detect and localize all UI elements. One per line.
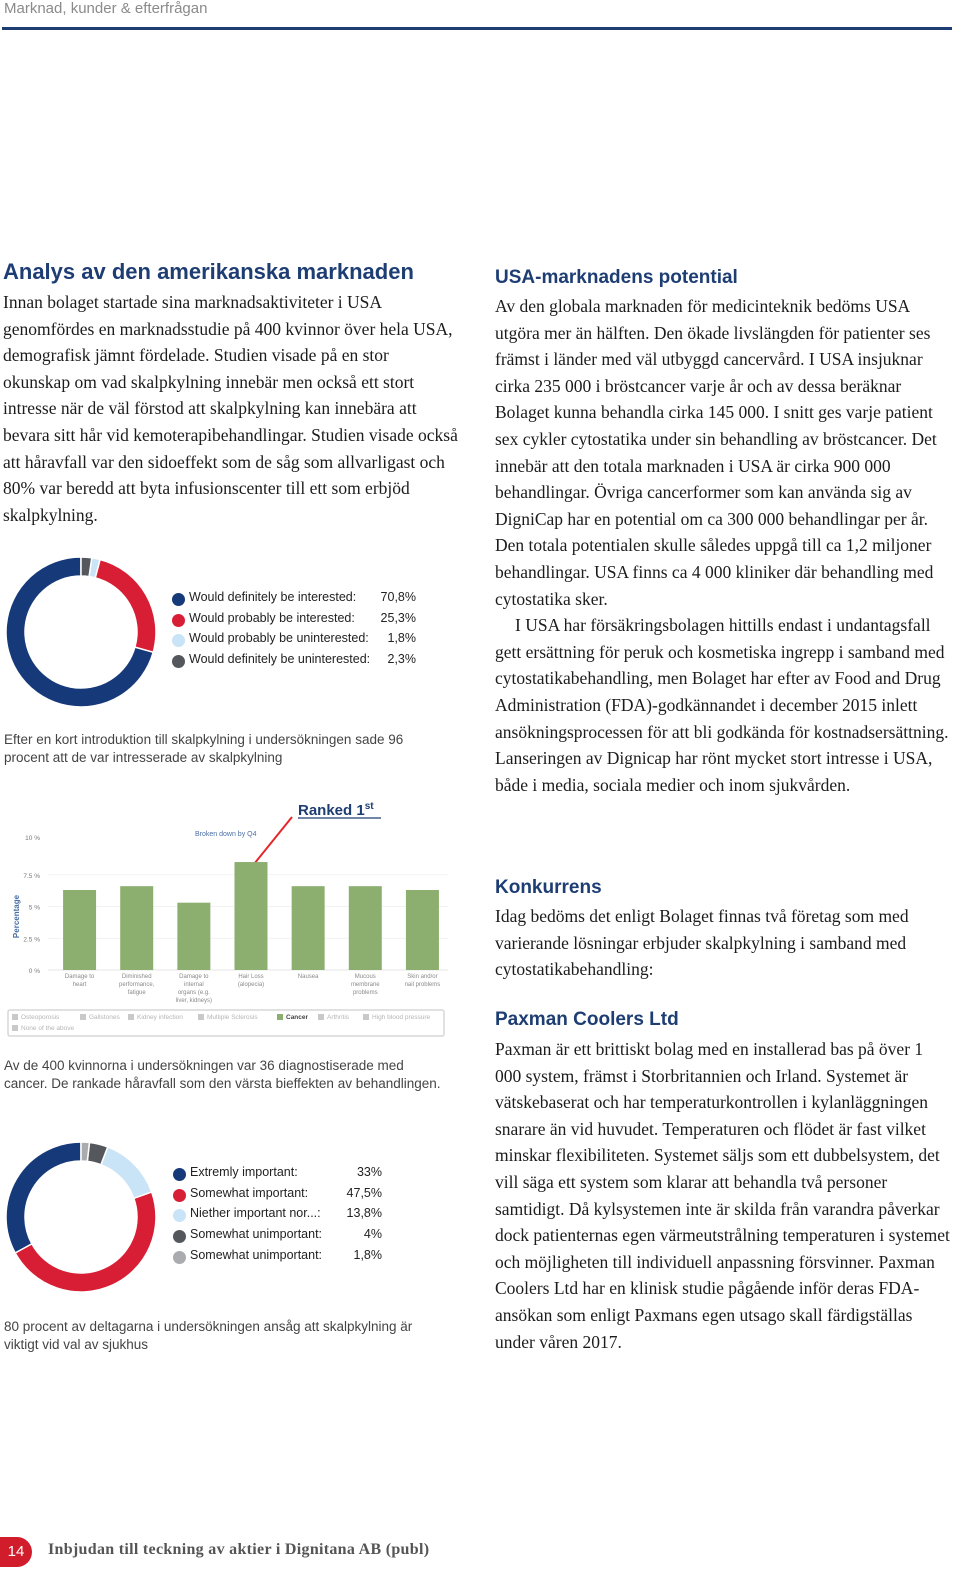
us-potential-text <box>495 293 950 798</box>
us-potential-paragraph-2: I USA har försäkringsbolagen hittills endast i undantagsfall gett ersättning för peruk och kosmetiska ingrepp i samband med cytostatikabehandling, men Bolaget har efter av Food and Drug Administration (FDA)-godkännandet i december 2015 inlett ansökningsprocessen för att bli godkända för kostnadsersättning. Lanseringen av Dignicap har rönt mycket stort intresse i USA, både i media, sociala medier och inom sjukvården. <box>495 615 949 795</box>
importance-donut-chart <box>4 1140 158 1294</box>
legend-swatch <box>173 1189 186 1202</box>
broken-down-label: Broken down by Q4 <box>195 831 257 838</box>
interest-donut-chart <box>4 555 158 709</box>
donut-slice <box>15 1192 156 1292</box>
bar-legend-label: High blood pressure <box>372 1014 431 1021</box>
legend-label: Somewhat unimportant: <box>190 1227 323 1242</box>
legend-item <box>173 1227 388 1247</box>
legend-item <box>172 631 432 651</box>
us-market-analysis-text <box>3 289 458 528</box>
page-number: 14 <box>0 1537 32 1567</box>
legend-value: 33% <box>356 1165 382 1179</box>
legend-swatch <box>173 1251 186 1264</box>
legend-item <box>172 611 432 631</box>
legend-item <box>173 1165 388 1185</box>
legend-label: Would probably be uninterested: <box>189 631 369 646</box>
us-potential-paragraph-1: Av den globala marknaden för medicinteknik bedöms USA utgöra mer än hälften. Den ökade livslängden för patienter ses främst i länder med väl utbyggd cancervård. I USA insjuknar cirka 235 000 i bröstcancer varje år och av dessa beräknar Bolaget kunna behandla cirka 145 000. I snitt ges varje patient sex cykler cytostatika under sin behandling av bröstcancer. Det innebär att den totala marknaden i USA är cirka 900 000 behandlingar. Övriga cancerformer som kan använda sig av DigniCap har en potential om ca 300 000 behandlingar per år. Den totala potentialen skulle således uppgå till ca 1,2 miljoner behandlingar. USA finns ca 4 000 kliniker där behandling med cytostatika sker. <box>495 296 937 609</box>
bar-legend-swatch <box>318 1014 324 1020</box>
legend-item <box>173 1206 388 1226</box>
bar-legend-label: Multiple Sclerosis <box>207 1014 258 1021</box>
donut-slice <box>81 1142 89 1161</box>
bar <box>63 890 96 970</box>
bar <box>120 886 153 970</box>
legend-value: 2,3% <box>387 652 416 667</box>
section-heading-competition: Konkurrens <box>495 877 602 898</box>
competition-paragraph: Idag bedöms det enligt Bolaget finnas två företag som med varierande lösningar erbjuder skalpkylning i samband med cytostatikabehandling: <box>495 906 909 980</box>
bar-legend-label: Cancer <box>286 1014 309 1021</box>
bar <box>292 886 325 970</box>
section-heading-paxman: Paxman Coolers Ltd <box>495 1009 679 1030</box>
legend-swatch <box>172 593 185 606</box>
legend-label: Would probably be interested: <box>189 610 355 625</box>
bar-legend-label: Kidney infection <box>137 1014 183 1021</box>
legend-item <box>173 1186 388 1206</box>
bar-legend-swatch <box>277 1014 283 1020</box>
x-tick-label: Hair Loss (alopecia) <box>237 974 265 988</box>
bar-legend-swatch <box>363 1014 369 1020</box>
legend-item <box>172 590 432 610</box>
legend-item <box>173 1248 388 1268</box>
legend-value: 1,8% <box>387 631 416 646</box>
x-tick-label: Mucous membrane problems <box>350 974 380 996</box>
interest-donut-legend <box>172 590 432 680</box>
paxman-paragraph: Paxman är ett brittiskt bolag med en installerad bas på över 1 000 system, främst i Storbritannien och Irland. Systemet är vätskebaserat och har temperaturkontrollen i kylanläggningen snarare än vid huvudet. Temperaturen och flödet är fast vilket minskar flexibiliteten. Systemet säljs som ett dubbelsystem, det vill säga ett system som klarar att behandla två personer samtidigt. Då kylsystemen inte är skilda från varandra påverkar dock patienternas egen värmeutstrålning temperaturen i systemet och möjligheten till individuell anpassning försvinner. Paxman Coolers Ltd har en klinisk studie pågående inför deras FDA-ansökan som enligt Paxmans egen utsago skall färdigställas under våren 2017. <box>495 1039 950 1352</box>
bar-legend-swatch <box>198 1014 204 1020</box>
legend-label: Somewhat unimportant: <box>190 1247 323 1262</box>
y-axis-label: Percentage <box>12 894 21 939</box>
legend-swatch <box>172 614 185 627</box>
competition-text <box>495 903 955 983</box>
legend-label: Niether important nor...: <box>190 1206 321 1221</box>
legend-label: Would definitely be interested: <box>189 590 357 604</box>
bar <box>406 890 439 970</box>
legend-value: 1,8% <box>353 1247 382 1262</box>
analysis-paragraph: Innan bolaget startade sina marknadsaktiviteter i USA genomfördes en marknadsstudie på 400 kvinnor över hela USA, demografisk jämnt fördelade. Studien visade på en stor okunskap om vad skalpkylning innebär men också ett stort intresse när de väl förstod att skalpkylning kan innebära att bevara sitt hår vid kemoterapibehandlingar. Studien visade också att håravfall var den sidoeffekt som de såg som allvarligast och 80% var beredd att byta infusionscenter till ett som erbjöd skalpkylning. <box>3 292 458 525</box>
header-rule <box>2 27 952 30</box>
bar-legend-swatch <box>80 1014 86 1020</box>
x-tick-label: Diminished performance, fatigue <box>119 974 155 996</box>
legend-swatch <box>172 634 185 647</box>
legend-swatch <box>173 1168 186 1181</box>
legend-value: 4% <box>363 1227 382 1242</box>
side-effects-chart-caption: Av de 400 kvinnorna i undersökningen var 36 diagnostiserade med cancer. De rankade håravfall som den värsta bieffekten av behandlingen. <box>4 1058 441 1091</box>
paxman-text <box>495 1036 952 1355</box>
side-effects-bar-chart <box>0 795 460 1040</box>
legend-value: 25,3% <box>380 610 416 625</box>
y-tick-label: 0 % <box>28 968 40 975</box>
y-tick-label: 10 % <box>25 835 40 842</box>
legend-item <box>172 652 432 672</box>
bar <box>177 903 210 970</box>
x-tick-label: Damage to heart <box>64 974 95 988</box>
bar-legend-label: None of the above <box>21 1025 75 1032</box>
donut-slice <box>6 1142 81 1253</box>
donut-slice <box>95 559 156 652</box>
bar-legend-swatch <box>12 1025 18 1031</box>
bar <box>349 886 382 970</box>
donut-slice <box>101 1147 152 1198</box>
x-tick-label: Damage to internal organs (e.g. liver, kidneys) <box>175 974 213 1004</box>
bar <box>235 862 268 970</box>
importance-chart-caption: 80 procent av deltagarna i undersökningen ansåg att skalpkylning är viktigt vid val av sjukhus <box>4 1319 413 1352</box>
bar-legend-label: Osteoporosis <box>21 1014 60 1021</box>
x-tick-label: Skin and/or nail problems <box>404 974 441 988</box>
y-tick-label: 2.5 % <box>23 936 40 944</box>
bar-legend-swatch <box>12 1014 18 1020</box>
y-tick-label: 7.5 % <box>23 872 40 880</box>
bar-legend-swatch <box>128 1014 134 1020</box>
bar-legend-label: Arthritis <box>327 1014 350 1021</box>
section-heading-us-market-analysis: Analys av den amerikanska marknaden <box>3 259 414 284</box>
legend-swatch <box>172 655 185 668</box>
legend-swatch <box>173 1209 186 1222</box>
y-tick-label: 5 % <box>28 904 40 912</box>
footer-title: Inbjudan till teckning av aktier i Dignitana AB (publ) <box>48 1541 430 1558</box>
importance-donut-legend <box>173 1165 388 1275</box>
annotation-arrow <box>250 817 292 869</box>
ranked-first-annotation: Ranked 1st <box>298 801 374 819</box>
legend-swatch <box>173 1230 186 1243</box>
bar-legend-label: Gallstones <box>89 1014 120 1021</box>
legend-label: Somewhat important: <box>190 1185 309 1200</box>
legend-value: 13,8% <box>346 1206 382 1221</box>
legend-label: Would definitely be uninterested: <box>189 652 371 667</box>
section-heading-us-potential: USA-marknadens potential <box>495 267 738 288</box>
legend-value: 47,5% <box>346 1185 382 1200</box>
legend-label: Extremly important: <box>190 1165 298 1179</box>
interest-chart-caption: Efter en kort introduktion till skalpkylning i undersökningen sade 96 procent att de var intresserade av skalpkylning <box>4 732 404 765</box>
x-tick-label: Nausea <box>297 974 319 980</box>
running-header: Marknad, kunder & efterfrågan <box>4 0 208 17</box>
donut-slice <box>81 557 92 577</box>
legend-value: 70,8% <box>380 590 416 604</box>
